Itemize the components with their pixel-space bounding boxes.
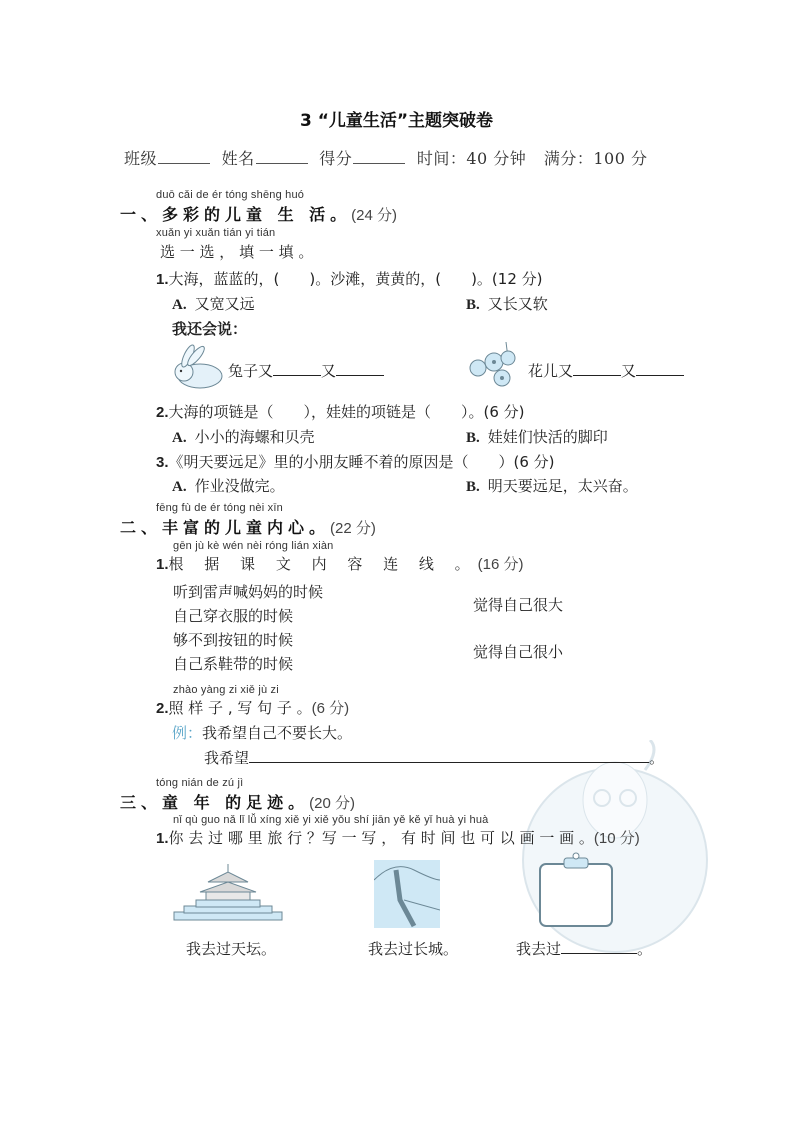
section1-score: (24 分) [351, 207, 397, 224]
rabbit-blank-1[interactable] [273, 361, 321, 376]
caption-great-wall: 我去过长城。 [368, 940, 459, 958]
score-label: 得分 [319, 149, 353, 168]
class-label: 班级 [124, 149, 158, 168]
option-b[interactable]: B. 明天要远足，太兴奋。 [466, 477, 638, 495]
caption-custom: 我去过 。 [516, 940, 653, 958]
question-2-1-pinyin: gēn jù kè wén nèi róng lián xiàn [173, 540, 334, 552]
student-info-header [124, 146, 648, 169]
question-2-2-pinyin: zhào yàng zi xiě jù zi [173, 684, 279, 696]
question-1-3: 3.《明天要远足》里的小朋友睡不着的原因是（ ）(6 分) [156, 453, 555, 471]
option-b[interactable]: B. 娃娃们快活的脚印 [466, 428, 608, 446]
option-a[interactable]: A. 作业没做完。 [172, 477, 285, 495]
caption-temple: 我去过天坛。 [186, 940, 277, 958]
section3-heading: 三、童 年 的足迹。(20 分) [120, 793, 355, 812]
page-title: 3 “儿童生活”主题突破卷 [299, 111, 494, 131]
also-say-label: 我还会说： [172, 320, 248, 338]
section2-heading: 二、丰富的儿童内心。(22 分) [120, 518, 376, 537]
section1-pinyin: duō cǎi de ér tóng shēng huó [156, 189, 305, 201]
option-b[interactable]: B. 又长又软 [466, 295, 548, 313]
time-limit: 时间：40 分钟 [416, 149, 527, 168]
rabbit-icon [170, 344, 226, 390]
sentence-fill: 我希望 。 [204, 749, 665, 767]
section3-pinyin: tóng nián de zú jì [156, 777, 244, 789]
match-left-1[interactable]: 听到雷声喊妈妈的时候 [173, 583, 324, 601]
section2-pinyin: fēng fù de ér tóng nèi xīn [156, 502, 283, 514]
instruction-text: 选 一 选 ， 填 一 填 。 [160, 243, 314, 261]
example-label: 例： [172, 724, 203, 742]
example-sentence: 例：我希望自己不要长大。 [172, 724, 353, 742]
question-2-2: 2.照 样 子 , 写 句 子 。(6 分) [156, 699, 350, 717]
rabbit-blank-2[interactable] [336, 361, 384, 376]
place-blank[interactable] [561, 939, 637, 954]
match-left-2[interactable]: 自己穿衣服的时候 [173, 607, 294, 625]
great-wall-icon [374, 860, 440, 928]
rabbit-fill: 兔子又 又 [228, 360, 384, 381]
question-3-1: 1.你 去 过 哪 里 旅 行 ？写 一 写 ， 有 时 间 也 可 以 画 一 画 。(10 分) [156, 829, 640, 847]
question-1-1: 1.大海，蓝蓝的，( )。沙滩，黄黄的，( )。(12 分) [156, 270, 543, 288]
name-blank[interactable] [256, 149, 308, 164]
instruction-pinyin: xuǎn yi xuǎn tián yi tián [156, 227, 276, 239]
temple-of-heaven-icon [172, 862, 284, 926]
question-2-1: 1.根 据 课 文 内 容 连 线 。(16 分) [156, 555, 524, 573]
section1-heading [120, 202, 397, 225]
option-a[interactable]: A. 小小的海螺和贝壳 [172, 428, 315, 446]
flowers-icon [464, 340, 528, 390]
question-text: 大海，蓝蓝的，( )。沙滩，黄黄的，( )。(12 分) [168, 270, 543, 288]
score-blank[interactable] [353, 149, 405, 164]
name-label: 姓名 [221, 149, 255, 168]
match-right-1[interactable]: 觉得自己很大 [473, 596, 564, 614]
match-right-2[interactable]: 觉得自己很小 [473, 643, 564, 661]
flowers-fill: 花儿又 又 [528, 360, 684, 381]
full-score: 满分：100 分 [543, 149, 648, 168]
section1-title: 一、多彩的儿童 生 活。 [120, 205, 352, 224]
flowers-blank-2[interactable] [636, 361, 684, 376]
option-a[interactable]: A. 又宽又远 [172, 295, 255, 313]
match-left-3[interactable]: 够不到按钮的时候 [173, 631, 294, 649]
flowers-blank-1[interactable] [573, 361, 621, 376]
question-3-1-pinyin: nǐ qù guo nǎ lǐ lǚ xíng xiě yi xiě yǒu shí jiān yě kě yǐ huà yi huà [173, 814, 489, 826]
class-blank[interactable] [158, 149, 210, 164]
sentence-blank[interactable] [249, 748, 649, 763]
clipboard-drawing-area[interactable] [536, 852, 616, 930]
match-left-4[interactable]: 自己系鞋带的时候 [173, 655, 294, 673]
question-1-2: 2.大海的项链是（ ），娃娃的项链是（ ）。(6 分) [156, 403, 525, 421]
